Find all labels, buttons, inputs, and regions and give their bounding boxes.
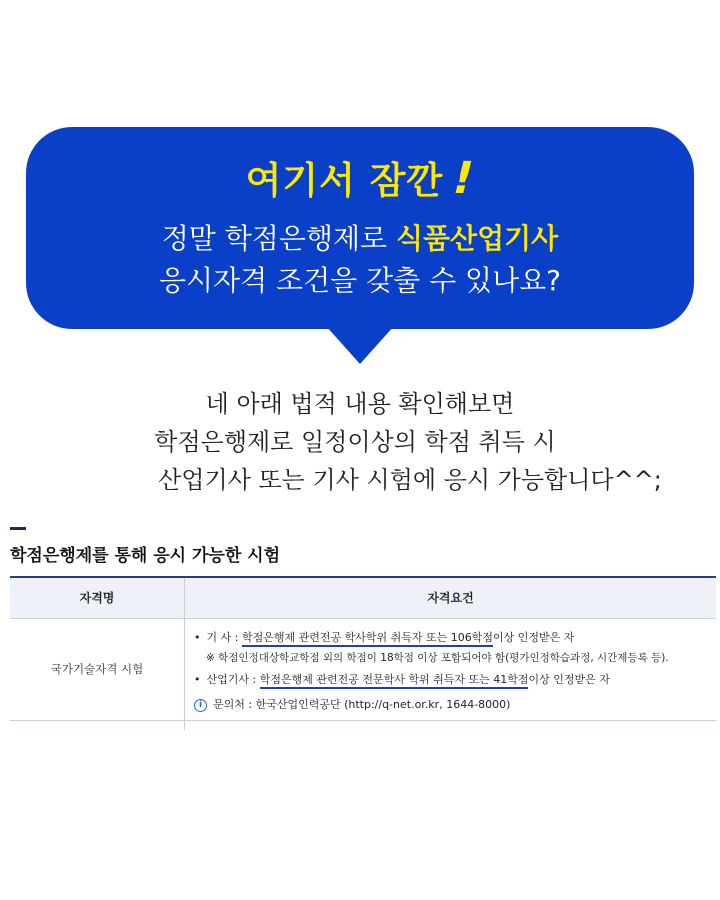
body-line-1: 네 아래 법적 내용 확인해보면 [205, 390, 515, 418]
requirement-engineer-label: 기 사 : [206, 631, 242, 644]
table-row-bottom-border [10, 720, 716, 721]
requirement-industrial-after: 이상 인정받은 자 [528, 673, 610, 686]
callout-highlight: 식품산업기사 [395, 222, 559, 255]
info-icon: i [194, 699, 207, 712]
requirement-industrial-engineer [194, 671, 610, 687]
callout-title [0, 150, 720, 204]
body-line-3: 산업기사 또는 기사 시험에 응시 가능합니다^^; [158, 466, 662, 494]
column-divider [184, 578, 185, 730]
speech-bubble-tail [326, 326, 394, 364]
section-title: 학점은행제를 통해 응시 가능한 시험 [10, 546, 281, 566]
requirement-engineer-note: ※ 학점인정대상학교학점 외의 학점이 18학점 이상 포함되어야 함(평가인정학습과정, 시간제등록 등). [206, 652, 669, 664]
callout-line-1-text: 정말 학점은행제로 [161, 222, 396, 255]
bullet-icon: • [194, 673, 201, 686]
table-header [10, 578, 716, 619]
callout-line-1 [0, 217, 720, 257]
requirement-industrial-underlined: 학점은행제 관련전공 전문학사 학위 취득자 또는 41학점 [260, 673, 529, 689]
requirement-industrial-label: 산업기사 : [206, 673, 260, 686]
section-accent-bar [10, 527, 26, 530]
bullet-icon: • [194, 631, 201, 644]
callout-line-2: 응시자격 조건을 갖출 수 있나요? [158, 264, 562, 297]
contact-text: 문의처 : 한국산업인력공단 (http://q-net.or.kr, 1644-8000) [213, 698, 511, 711]
requirement-engineer-underlined: 학점은행제 관련전공 학사학위 취득자 또는 106학점 [242, 631, 493, 647]
callout-title-text: 여기서 잠깐 [245, 159, 444, 202]
qualification-name: 국가기술자격 시험 [50, 662, 144, 676]
header-requirements: 자격요건 [427, 591, 474, 605]
body-line-2: 학점은행제로 일정이상의 학점 취득 시 [154, 428, 556, 456]
requirement-engineer [194, 629, 574, 645]
contact-info [194, 696, 510, 712]
requirement-engineer-after: 이상 인정받은 자 [492, 631, 575, 644]
header-qualification: 자격명 [79, 591, 115, 605]
exclamation-icon: ! [446, 153, 481, 204]
